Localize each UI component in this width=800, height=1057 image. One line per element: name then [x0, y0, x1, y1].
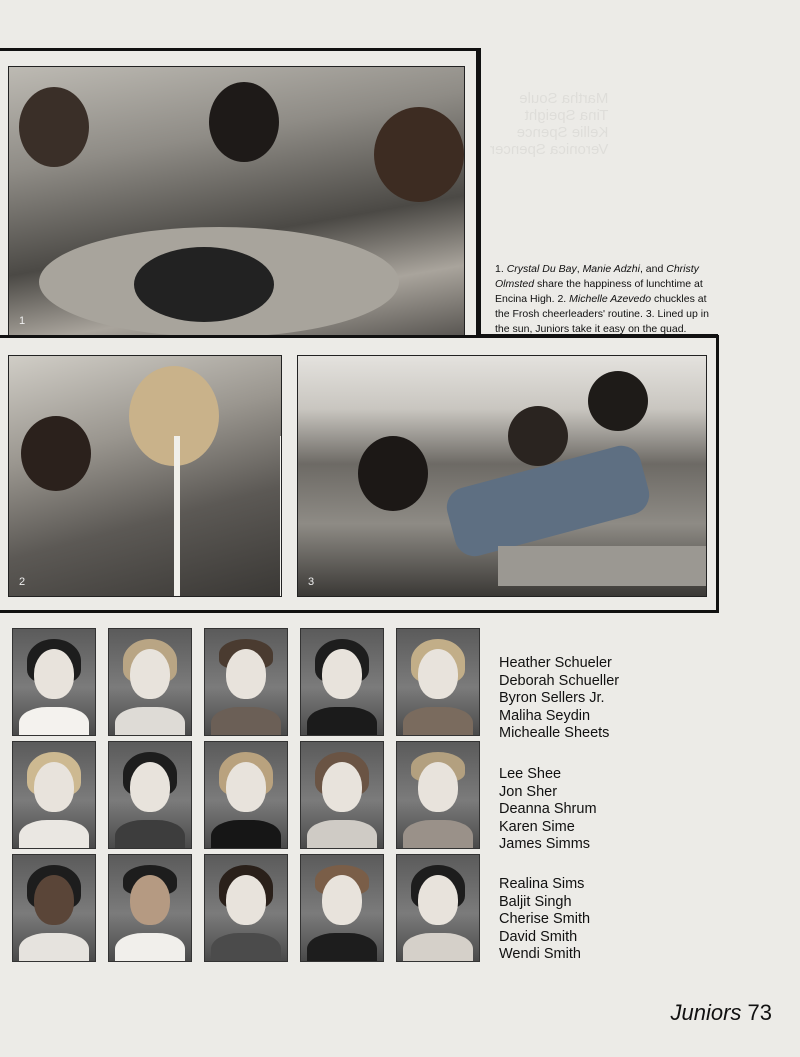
student-name: James Simms [499, 836, 591, 852]
portrait [108, 854, 192, 962]
caption-frame [478, 48, 481, 334]
student-name: Baljit Singh [499, 893, 572, 910]
show-through-text: Martha Soule Tina Speight Kellie Spence Veronica Spencer [490, 90, 609, 158]
student-name: Deanna Shrum [499, 801, 597, 817]
student-name: Lee Shee [499, 766, 562, 782]
portrait [12, 854, 96, 962]
student-name: David Smith [499, 928, 578, 945]
portrait [204, 741, 288, 849]
middle-frame [0, 335, 719, 613]
student-name: Byron Sellers Jr. [499, 690, 605, 706]
portrait [108, 628, 192, 736]
portrait [300, 628, 384, 736]
student-name: Cherise Smith [499, 911, 591, 927]
caption-text-3: Lined up in the sun, Juniors take it easy on the quad. [495, 308, 709, 335]
caption-name: Michelle Azevedo [569, 293, 652, 305]
page-number: 73 [747, 1000, 772, 1025]
photo-number: 3 [308, 576, 315, 588]
caption-text-1: share the happiness of lunchtime at Encina High. [495, 278, 703, 305]
student-name: Deborah Schueller [499, 672, 620, 689]
portrait [396, 741, 480, 849]
section-title: Juniors [670, 1000, 742, 1025]
portrait [204, 628, 288, 736]
caption-name: Manie Adzhi [582, 263, 640, 275]
portrait [108, 741, 192, 849]
caption-number-3: 3. [645, 308, 655, 320]
student-name: Heather Schueler [499, 655, 612, 671]
portrait [300, 741, 384, 849]
student-name: Karen Sime [499, 818, 575, 835]
portrait [300, 854, 384, 962]
caption-number-1: 1. [495, 263, 504, 275]
portrait [204, 854, 288, 962]
top-frame [0, 48, 479, 337]
student-name: Wendi Smith [499, 946, 581, 962]
caption-name: Christy Olmsted [495, 263, 699, 290]
student-name: Maliha Seydin [499, 707, 591, 724]
photo-caption [495, 262, 723, 337]
name-list [499, 655, 619, 743]
caption-number-2: 2. [557, 293, 567, 305]
portrait [396, 628, 480, 736]
name-list [499, 766, 597, 854]
page-folio [670, 1000, 772, 1026]
portrait [12, 628, 96, 736]
student-name: Michealle Sheets [499, 725, 610, 741]
portrait [396, 854, 480, 962]
student-name: Jon Sher [499, 783, 558, 800]
caption-conjunction: , and [639, 263, 664, 275]
name-list [499, 876, 590, 964]
caption-separator: , [576, 263, 580, 275]
caption-text-2: chuckles at the Frosh cheerleaders' routine. [495, 293, 707, 320]
caption-name: Crystal Du Bay [506, 263, 577, 275]
student-name: Realina Sims [499, 876, 585, 892]
photo-number: 2 [19, 576, 26, 588]
photo-number: 1 [19, 315, 26, 327]
portrait [12, 741, 96, 849]
